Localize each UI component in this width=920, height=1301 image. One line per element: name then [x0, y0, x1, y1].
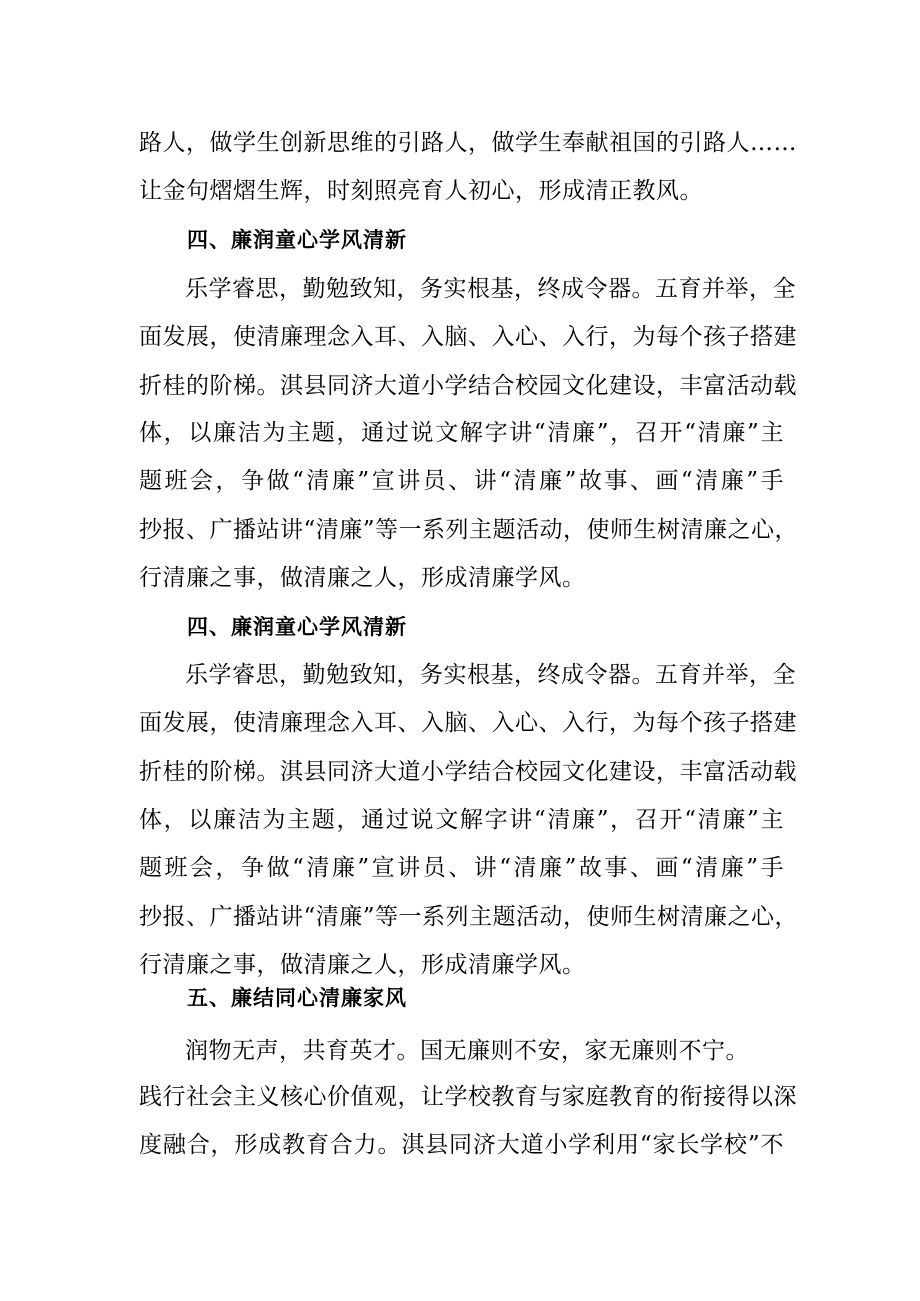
paragraph-line: 践行社会主义核心价值观，让学校教育与家庭教育的衔接得以深	[139, 1084, 797, 1110]
paragraph-line: 润物无声，共育英才。国无廉则不安，家无廉则不宁。	[185, 1038, 749, 1064]
section-heading: 四、廉润童心学风清新	[187, 615, 407, 639]
paragraph-line: 乐学睿思，勤勉致知，务实根基，终成令器。五育并举，全	[185, 662, 796, 688]
section-heading: 四、廉润童心学风清新	[187, 228, 407, 252]
paragraph-line: 抄报、广播站讲“清廉”等一系列主题活动，使师生树清廉之心，	[139, 904, 799, 930]
paragraph-line: 面发展，使清廉理念入耳、入脑、入心、入行，为每个孩子搭建	[139, 710, 797, 736]
paragraph-line: 行清廉之事，做清廉之人，形成清廉学风。	[139, 952, 586, 978]
paragraph-line: 路人，做学生创新思维的引路人，做学生奉献祖国的引路人……	[139, 130, 797, 156]
paragraph-line: 折桂的阶梯。淇县同济大道小学结合校园文化建设，丰富活动载	[139, 759, 797, 785]
paragraph-line: 让金句熠熠生辉，时刻照亮育人初心，形成清正教风。	[139, 178, 703, 204]
paragraph-line: 抄报、广播站讲“清廉”等一系列主题活动，使师生树清廉之心，	[139, 517, 799, 543]
paragraph-line: 体，以廉洁为主题，通过说文解字讲“清廉”，召开“清廉”主	[139, 807, 784, 833]
section-heading: 五、廉结同心清廉家风	[187, 986, 407, 1010]
paragraph-line: 题班会，争做“清廉”宣讲员、讲“清廉”故事、画“清廉”手	[139, 468, 784, 494]
paragraph-line: 体，以廉洁为主题，通过说文解字讲“清廉”，召开“清廉”主	[139, 420, 784, 446]
paragraph-line: 折桂的阶梯。淇县同济大道小学结合校园文化建设，丰富活动载	[139, 373, 797, 399]
paragraph-line: 行清廉之事，做清廉之人，形成清廉学风。	[139, 565, 586, 591]
paragraph-line: 面发展，使清廉理念入耳、入脑、入心、入行，为每个孩子搭建	[139, 324, 797, 350]
paragraph-line: 题班会，争做“清廉”宣讲员、讲“清廉”故事、画“清廉”手	[139, 855, 784, 881]
paragraph-line: 度融合，形成教育合力。淇县同济大道小学利用“家长学校”不	[139, 1132, 784, 1158]
paragraph-line: 乐学睿思，勤勉致知，务实根基，终成令器。五育并举，全	[185, 276, 796, 302]
